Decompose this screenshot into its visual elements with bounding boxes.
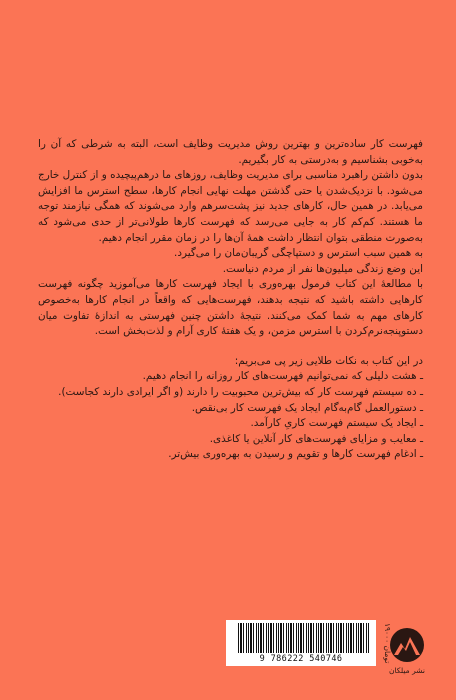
- paragraph-book: با مطالعهٔ این کتاب فرمول بهره‌وری با ایجاد فهرست کارها می‌آموزید چگونه فهرست کارهایی داشته باشید که نتیجه بدهند، فهرست‌هایی که واقعاً در انجام کارها به‌خصوص کارهای مهم به شما کمک می‌کنند. نتیجهٔ داشتن چنین فهرستی به اندازهٔ تفاوت میان دستوپنجه‌نرم‌کردن با استرس مزمن، و یک هفتهٔ کاری آرام و لذت‌بخش است.: [38, 278, 423, 338]
- price-label: ۱۹۰۰۰ تومان: [383, 622, 392, 664]
- list-intro: در این کتاب به نکات طلایی زیر پی می‌بریم:: [234, 354, 423, 367]
- golden-points-list: [38, 369, 423, 463]
- list-item: ـ ادغام فهرست کارها و تقویم و رسیدن به بهره‌وری بیش‌تر.: [168, 448, 423, 461]
- list-item: ـ ده سیستم فهرست کار که بیش‌ترین محبوبیت را دارند (و اگر ایرادی دارند کجاست).: [58, 385, 423, 398]
- paragraph-world: این وضع زندگی میلیون‌ها نفر از مردم دنیاست.: [222, 262, 423, 275]
- barcode: [226, 620, 376, 666]
- list-item: ـ معایب و مزایای فهرست‌های کار آنلاین یا کاغذی.: [209, 432, 423, 445]
- barcode-bars: [238, 623, 370, 653]
- list-item: ـ هشت دلیلی که نمی‌توانیم فهرست‌های کار روزانه را انجام دهیم.: [142, 370, 423, 383]
- paragraph-intro: فهرست کار ساده‌ترین و بهترین روش مدیریت وظایف است، البته به شرطی که آن را به‌خوبی بشناسیم و به‌درستی به کار بگیریم.: [38, 138, 423, 166]
- publisher-name: نشر میلکان: [389, 666, 425, 675]
- list-item: ـ ایجاد یک سیستم فهرست کاریِ کارآمد.: [250, 417, 423, 430]
- list-item: ـ دستورالعمل گام‌به‌گام ایجاد یک فهرست کار بی‌نقص.: [191, 401, 423, 414]
- barcode-area: [226, 620, 396, 670]
- spacer: [38, 340, 423, 354]
- isbn-digits: 9 786222 540746: [259, 654, 343, 664]
- paragraph-stress: به همین سبب استرس و دستپاچگی گریبان‌مان را می‌گیرد.: [174, 247, 423, 260]
- paragraph-problem: بدون داشتن راهبرد مناسبی برای مدیریت وظایف، روزهای ما درهم‌پیچیده و از کنترل خارج می‌شود. با نزدیک‌شدن یا حتی گذشتن مهلت نهایی انجام کارها، سطح استرس ما افزایش می‌یابد. در همین حال، کارهای جدید نیز پشت‌سرهم وارد می‌شوند که همگی نیازمند توجه ما هستند. کم‌کم کار به جایی می‌رسد که فهرست کارها طولانی‌تر از حدی می‌شود که به‌صورت منطقی بتوان انتظار داشت همهٔ آن‌ها را در زمان مقرر انجام دهیم.: [38, 169, 423, 244]
- blurb-text: [38, 137, 423, 463]
